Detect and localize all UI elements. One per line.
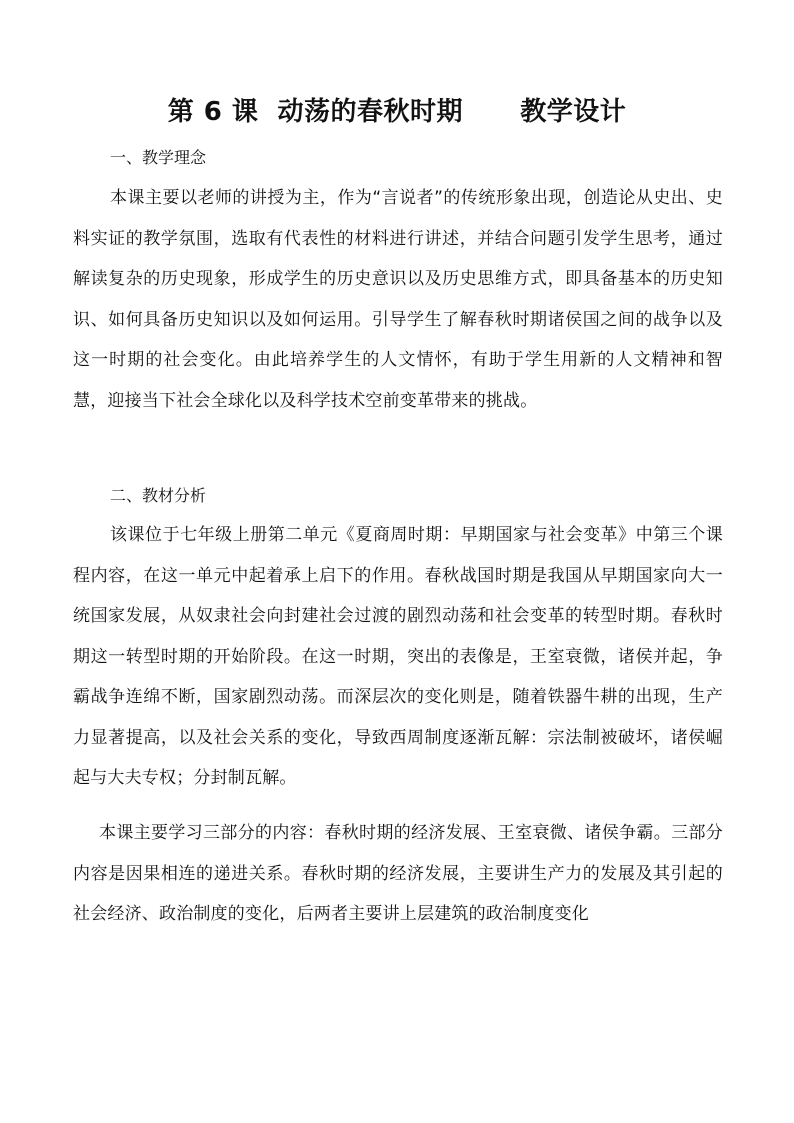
section-heading-textbook-analysis: 二、教材分析 bbox=[110, 486, 207, 505]
paragraph-textbook-analysis: 该课位于七年级上册第二单元《夏商周时期：早期国家与社会变革》中第三个课程内容，在这一单元中起着承上启下的作用。春秋战国时期是我国从早期国家向大一统国家发展，从奴隶社会向封建社会过渡的剧烈动荡和社会变革的转型时期。春秋时期这一转型时期的开始阶段。在这一时期，突出的表像是，王室衰微，诸侯并起，争霸战争连绵不断，国家剧烈动荡。而深层次的变化则是，随着铁器牛耕的出现，生产力显著提高，以及社会关系的变化，导致西周制度逐渐瓦解：宗法制被破坏，诸侯崛起与大夫专权；分封制瓦解。 bbox=[73, 525, 723, 788]
paragraph-teaching-philosophy: 本课主要以老师的讲授为主，作为“言说者”的传统形象出现，创造论从史出、史料实证的教学氛围，选取有代表性的材料进行讲述，并结合问题引发学生思考，通过解读复杂的历史现象，形成学生的历史意识以及历史思维方式，即具备基本的历史知识、如何具备历史知识以及如何运用。引导学生了解春秋时期诸侯国之间的战争以及这一时期的社会变化。由此培养学生的人文情怀，有助于学生用新的人文精神和智慧，迎接当下社会全球化以及科学技术空前变革带来的挑战。 bbox=[73, 188, 723, 411]
document-title: 第 6 课 动荡的春秋时期 教学设计 bbox=[167, 97, 627, 127]
section-heading-teaching-philosophy: 一、教学理念 bbox=[110, 148, 207, 167]
paragraph-lesson-content: 本课主要学习三部分的内容：春秋时期的经济发展、王室衰微、诸侯争霸。三部分内容是因果相连的递进关系。春秋时期的经济发展，主要讲生产力的发展及其引起的社会经济、政治制度的变化，后两者主要讲上层建筑的政治制度变化 bbox=[73, 823, 723, 924]
